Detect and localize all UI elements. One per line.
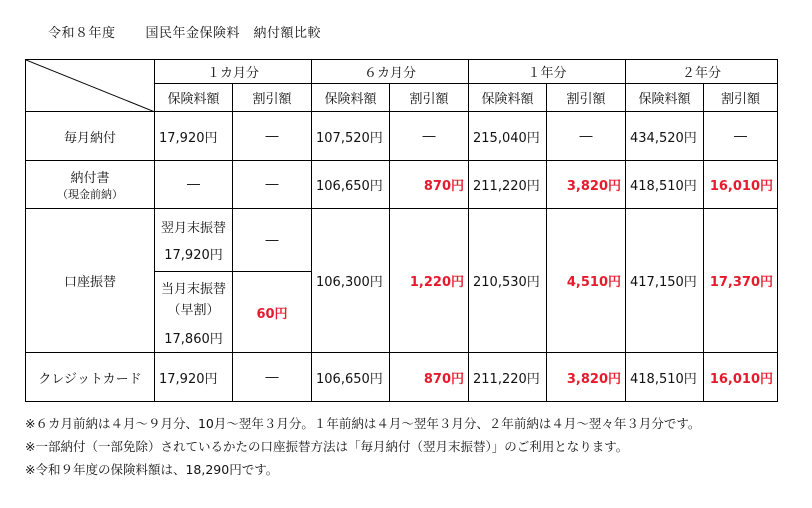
- next-month-transfer-cell: [155, 209, 233, 272]
- fee-cell: 107,520円: [312, 112, 390, 161]
- fee-cell: 434,520円: [626, 112, 704, 161]
- row-label: [26, 161, 155, 209]
- discount-header: 割引額: [390, 84, 469, 112]
- footnote-next-year-fee: ※令和９年度の保険料額は、18,290円です。: [25, 462, 279, 477]
- fee-cell: 17,920円: [155, 112, 233, 161]
- discount-cell: 16,010円: [704, 353, 778, 402]
- table-subject: 国民年金保険料 納付額比較: [145, 26, 322, 41]
- row-label: 毎月納付: [26, 112, 155, 161]
- row-monthly-payment: [26, 112, 778, 161]
- discount-cell: 3,820円: [547, 353, 626, 402]
- discount-cell: ―: [233, 112, 312, 161]
- page-title: [48, 22, 321, 41]
- early-discount-label: （早割）: [167, 302, 220, 318]
- fee-cell: ―: [155, 161, 233, 209]
- discount-cell: 4,510円: [547, 209, 626, 353]
- row-label-main: 納付書: [70, 171, 110, 186]
- fee-cell: 106,650円: [312, 161, 390, 209]
- footnote-prepayment-periods: ※６カ月前納は４月～９月分、10月～翌年３月分。１年前納は４月～翌年３月分、２年前納は４月～翌々年３月分です。: [25, 416, 701, 431]
- discount-cell: ―: [233, 161, 312, 209]
- fee-cell: 417,150円: [626, 209, 704, 353]
- discount-cell: 870円: [390, 161, 469, 209]
- discount-cell: ―: [547, 112, 626, 161]
- diagonal-line: [26, 60, 155, 112]
- discount-header: 割引額: [547, 84, 626, 112]
- discount-cell: ―: [233, 209, 312, 272]
- next-month-transfer-label: 翌月末振替: [160, 221, 226, 236]
- row-label: クレジットカード: [26, 353, 155, 402]
- same-month-transfer-cell: [155, 272, 233, 353]
- fee-cell: 211,220円: [469, 161, 547, 209]
- fee-cell: 106,650円: [312, 353, 390, 402]
- fee-header: 保険料額: [626, 84, 704, 112]
- discount-cell: 3,820円: [547, 161, 626, 209]
- fee-cell: 17,920円: [164, 248, 223, 263]
- fee-comparison-table: [25, 59, 778, 402]
- discount-cell: 16,010円: [704, 161, 778, 209]
- row-payment-slip: [26, 161, 778, 209]
- period-header-2years: ２年分: [626, 60, 778, 84]
- discount-header: 割引額: [233, 84, 312, 112]
- discount-cell: 17,370円: [704, 209, 778, 353]
- period-header-1month: １カ月分: [155, 60, 312, 84]
- fee-header: 保険料額: [469, 84, 547, 112]
- row-account-transfer: [26, 209, 778, 272]
- fee-cell: 418,510円: [626, 353, 704, 402]
- fee-cell: 211,220円: [469, 353, 547, 402]
- corner-cell: [26, 60, 155, 112]
- fee-cell: 418,510円: [626, 161, 704, 209]
- discount-cell: 1,220円: [390, 209, 469, 353]
- discount-cell: 60円: [233, 272, 312, 353]
- fee-header: 保険料額: [312, 84, 390, 112]
- header-row-periods: [26, 60, 778, 84]
- row-label: 口座振替: [26, 209, 155, 353]
- row-credit-card: [26, 353, 778, 402]
- fee-cell: 17,920円: [155, 353, 233, 402]
- discount-cell: ―: [390, 112, 469, 161]
- fee-header: 保険料額: [155, 84, 233, 112]
- fee-cell: 17,860円: [164, 331, 223, 347]
- footnote-partial-payment: ※一部納付（一部免除）されているかたの口座振替方法は「毎月納付（翌月末振替）」のご利用となります。: [25, 439, 629, 454]
- discount-cell: ―: [704, 112, 778, 161]
- discount-cell: 870円: [390, 353, 469, 402]
- same-month-transfer-label: 当月末振替: [160, 281, 226, 297]
- footnotes: [25, 412, 700, 481]
- fee-cell: 106,300円: [312, 209, 390, 353]
- period-header-1year: １年分: [469, 60, 626, 84]
- row-label-sub: （現金前納）: [57, 188, 123, 201]
- fee-cell: 215,040円: [469, 112, 547, 161]
- discount-cell: ―: [233, 353, 312, 402]
- fiscal-year: 令和８年度: [48, 26, 116, 41]
- discount-header: 割引額: [704, 84, 778, 112]
- fee-cell: 210,530円: [469, 209, 547, 353]
- period-header-6months: ６カ月分: [312, 60, 469, 84]
